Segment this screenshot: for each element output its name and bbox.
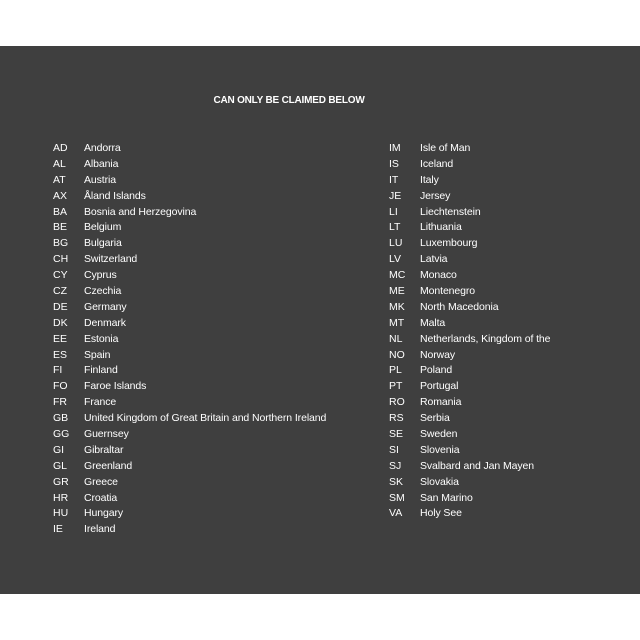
country-row	[389, 172, 550, 188]
country-row	[389, 378, 550, 394]
country-row	[389, 426, 550, 442]
country-code: MT	[389, 316, 405, 329]
country-name: Sweden	[420, 427, 458, 440]
country-code: LT	[389, 221, 401, 234]
country-name: United Kingdom of Great Britain and Northern Ireland	[84, 412, 327, 425]
country-name: Finland	[84, 364, 118, 377]
country-code: PT	[389, 380, 403, 393]
country-row	[389, 156, 550, 172]
country-code: CY	[53, 269, 68, 282]
country-column-right	[389, 140, 550, 521]
country-name: Malta	[420, 316, 446, 329]
country-row	[389, 410, 550, 426]
country-code: HR	[53, 491, 69, 504]
country-name: Serbia	[420, 412, 450, 425]
country-row	[53, 474, 326, 490]
country-row	[53, 156, 326, 172]
country-code: ES	[53, 348, 68, 361]
country-code: IE	[53, 523, 63, 536]
country-row	[389, 140, 550, 156]
country-code: ME	[389, 284, 405, 297]
country-name: Slovenia	[420, 443, 460, 456]
country-name: Gibraltar	[84, 443, 124, 456]
country-row	[389, 394, 550, 410]
country-name: North Macedonia	[420, 300, 499, 313]
country-name: Cyprus	[84, 269, 117, 282]
country-row	[53, 426, 326, 442]
country-name: Greece	[84, 475, 118, 488]
country-code: JE	[389, 189, 402, 202]
country-code: NL	[389, 332, 403, 345]
country-name: Iceland	[420, 157, 454, 170]
country-name: Denmark	[84, 316, 126, 329]
country-code: NO	[389, 348, 405, 361]
country-code: MK	[389, 300, 405, 313]
country-code: AL	[53, 157, 66, 170]
country-code: GI	[53, 443, 65, 456]
country-code: IT	[389, 173, 399, 186]
country-name: Romania	[420, 396, 462, 409]
country-row	[53, 204, 326, 220]
country-code: GR	[53, 475, 69, 488]
country-code: LU	[389, 237, 403, 250]
country-row	[53, 490, 326, 506]
country-code: PL	[389, 364, 402, 377]
country-code: GL	[53, 459, 68, 472]
country-column-left	[53, 140, 326, 537]
country-code: EE	[53, 332, 68, 345]
country-name: Portugal	[420, 380, 459, 393]
country-name: Netherlands, Kingdom of the	[420, 332, 551, 345]
country-row	[389, 267, 550, 283]
country-name: Estonia	[84, 332, 119, 345]
country-row	[53, 235, 326, 251]
country-name: Albania	[84, 157, 119, 170]
country-name: Åland Islands	[84, 189, 146, 202]
country-name: San Marino	[420, 491, 473, 504]
country-row	[389, 490, 550, 506]
country-code: VA	[389, 507, 403, 520]
country-name: Slovakia	[420, 475, 459, 488]
country-name: Croatia	[84, 491, 118, 504]
country-code: IS	[389, 157, 399, 170]
country-name: Monaco	[420, 269, 457, 282]
country-row	[53, 378, 326, 394]
country-name: France	[84, 396, 117, 409]
country-name: Svalbard and Jan Mayen	[420, 459, 534, 472]
country-row	[53, 140, 326, 156]
country-row	[53, 331, 326, 347]
country-code: RS	[389, 412, 404, 425]
country-row	[53, 219, 326, 235]
country-code: HU	[53, 507, 69, 520]
country-row	[389, 188, 550, 204]
country-list-panel	[0, 46, 640, 594]
country-row	[389, 251, 550, 267]
country-row	[53, 362, 326, 378]
country-name: Germany	[84, 300, 127, 313]
country-code: AX	[53, 189, 68, 202]
country-name: Montenegro	[420, 284, 476, 297]
country-name: Czechia	[84, 284, 122, 297]
country-name: Switzerland	[84, 253, 138, 266]
country-row	[53, 283, 326, 299]
country-code: AD	[53, 141, 68, 154]
country-name: Latvia	[420, 253, 448, 266]
country-code: LV	[389, 253, 402, 266]
country-name: Belgium	[84, 221, 122, 234]
country-code: LI	[389, 205, 398, 218]
country-name: Poland	[420, 364, 453, 377]
country-row	[53, 458, 326, 474]
country-row	[389, 204, 550, 220]
page-title: CAN ONLY BE CLAIMED BELOW	[213, 95, 365, 106]
country-name: Italy	[420, 173, 439, 186]
country-row	[53, 188, 326, 204]
country-name: Luxembourg	[420, 237, 478, 250]
country-row	[53, 267, 326, 283]
country-code: SJ	[389, 459, 402, 472]
country-name: Holy See	[420, 507, 462, 520]
country-row	[389, 331, 550, 347]
country-code: GB	[53, 412, 69, 425]
country-row	[53, 347, 326, 363]
country-row	[389, 283, 550, 299]
country-row	[53, 172, 326, 188]
country-row	[53, 315, 326, 331]
country-code: FR	[53, 396, 67, 409]
country-row	[389, 235, 550, 251]
country-name: Andorra	[84, 141, 121, 154]
country-row	[389, 219, 550, 235]
country-name: Norway	[420, 348, 455, 361]
country-code: DE	[53, 300, 68, 313]
country-code: MC	[389, 269, 406, 282]
country-row	[53, 521, 326, 537]
country-name: Isle of Man	[420, 141, 471, 154]
country-code: BG	[53, 237, 69, 250]
country-row	[53, 251, 326, 267]
country-row	[389, 474, 550, 490]
country-code: AT	[53, 173, 66, 186]
country-name: Lithuania	[420, 221, 462, 234]
country-row	[389, 315, 550, 331]
country-row	[53, 394, 326, 410]
country-name: Hungary	[84, 507, 123, 520]
country-row	[53, 299, 326, 315]
country-name: Guernsey	[84, 427, 129, 440]
country-code: SK	[389, 475, 404, 488]
country-name: Jersey	[420, 189, 451, 202]
country-row	[53, 410, 326, 426]
country-code: CZ	[53, 284, 67, 297]
country-row	[389, 505, 550, 521]
country-code: FI	[53, 364, 63, 377]
country-row	[389, 299, 550, 315]
country-code: FO	[53, 380, 68, 393]
country-name: Bosnia and Herzegovina	[84, 205, 197, 218]
country-row	[389, 347, 550, 363]
country-code: BA	[53, 205, 68, 218]
country-name: Austria	[84, 173, 116, 186]
country-row	[53, 442, 326, 458]
country-code: BE	[53, 221, 68, 234]
country-name: Ireland	[84, 523, 116, 536]
country-code: GG	[53, 427, 70, 440]
country-code: SI	[389, 443, 399, 456]
country-name: Spain	[84, 348, 111, 361]
country-code: IM	[389, 141, 401, 154]
country-name: Faroe Islands	[84, 380, 147, 393]
country-row	[53, 505, 326, 521]
country-code: SM	[389, 491, 405, 504]
country-code: DK	[53, 316, 68, 329]
country-row	[389, 442, 550, 458]
country-name: Greenland	[84, 459, 133, 472]
country-name: Bulgaria	[84, 237, 122, 250]
country-row	[389, 458, 550, 474]
country-code: SE	[389, 427, 404, 440]
country-name: Liechtenstein	[420, 205, 481, 218]
country-code: CH	[53, 253, 69, 266]
country-code: RO	[389, 396, 405, 409]
country-row	[389, 362, 550, 378]
